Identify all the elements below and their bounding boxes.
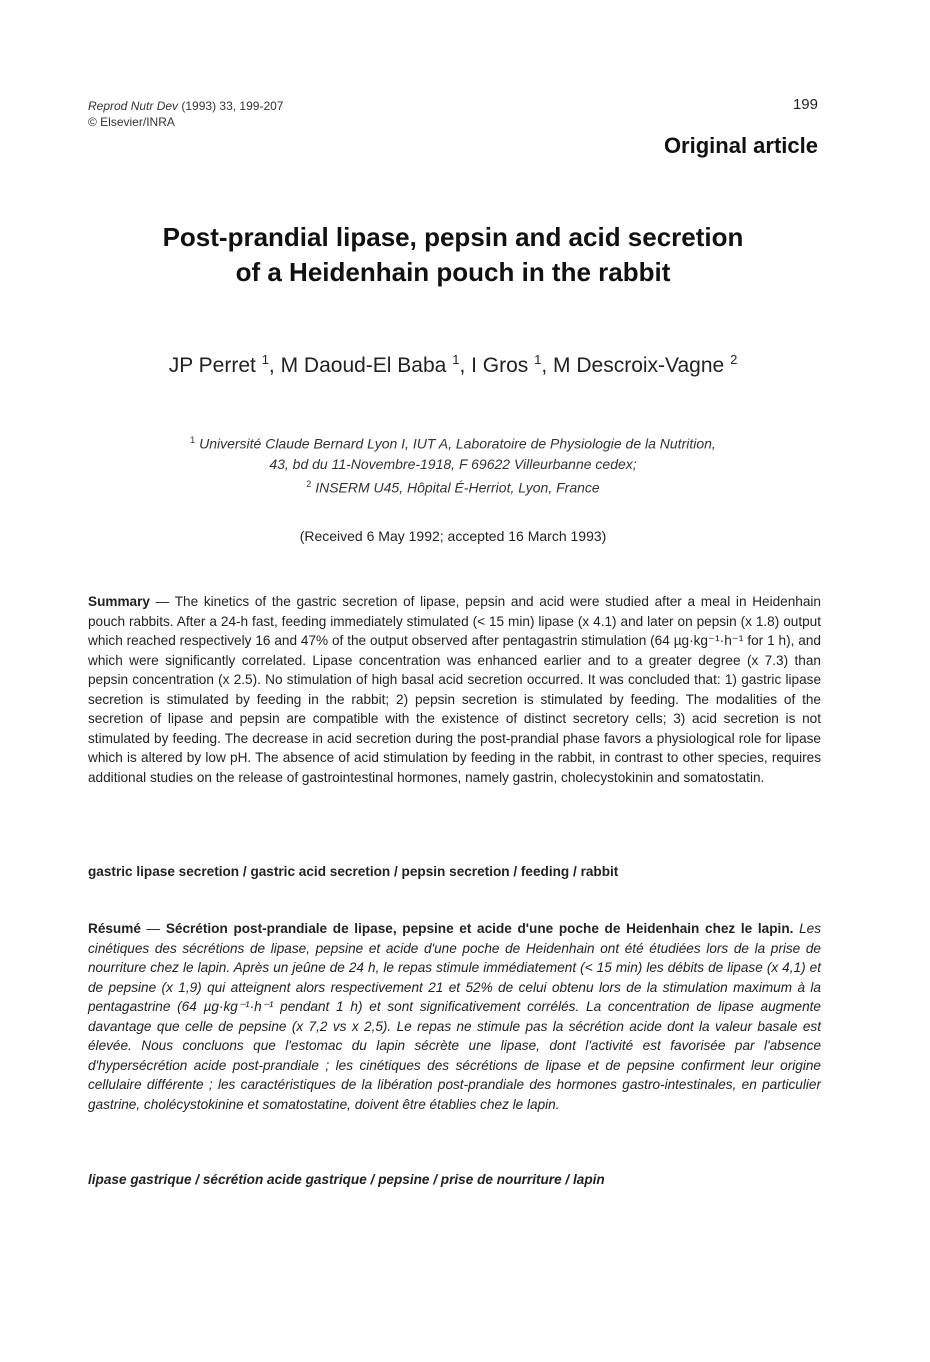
author-list xyxy=(88,352,818,378)
resume-title: Sécrétion post-prandiale de lipase, pepsine et acide d'une poche de Heidenhain chez le lapin. xyxy=(165,921,794,936)
summary-heading: Summary xyxy=(88,594,150,609)
author-separator: , xyxy=(541,354,554,377)
author-separator: , xyxy=(459,354,472,377)
affiliation-text: INSERM U45, Hôpital É-Herriot, Lyon, France xyxy=(315,479,600,496)
received-dates: (Received 6 May 1992; accepted 16 March 1993) xyxy=(299,528,607,544)
title-line-2: of a Heidenhain pouch in the rabbit xyxy=(235,257,671,287)
author-affiliation-marker: 1 xyxy=(261,352,269,367)
article-title xyxy=(88,220,818,290)
affiliation-1-line-1 xyxy=(88,430,818,454)
summary-paragraph xyxy=(88,592,821,787)
affiliation-text: Université Claude Bernard Lyon I, IUT A, Laboratoire de Physiologie de la Nutrition, xyxy=(199,435,716,452)
article-type: Original article xyxy=(663,133,818,158)
author-separator: , xyxy=(268,354,281,377)
affiliations xyxy=(88,430,818,497)
author-name: I Gros xyxy=(471,354,529,377)
keywords-english: gastric lipase secretion / gastric acid secretion / pepsin secretion / feeding / rabbit xyxy=(88,864,619,879)
affiliation-1-line-2: 43, bd du 11-Novembre-1918, F 69622 Villeurbanne cedex; xyxy=(269,455,637,472)
affiliation-marker: 2 xyxy=(306,478,312,489)
author-name: M Daoud-El Baba xyxy=(280,354,447,377)
affiliation-marker: 1 xyxy=(190,435,196,445)
author-name: M Descroix-Vagne xyxy=(553,354,725,377)
page-number: 199 xyxy=(792,96,818,113)
keywords-french: lipase gastrique / sécrétion acide gastrique / pepsine / prise de nourriture / lapin xyxy=(88,1172,605,1187)
resume-text: Les cinétiques des sécrétions de lipase, pepsine et acide d'une poche de Heidenhain ont été étudiées lors de la prise de nourriture chez le lapin. Après un jeûne de 24 h, le repas stimule immédiatement (< 15 min) les débits de lipase (x 4,1) et de pepsine (x 1,9) qui atteignent alors respectivement 21 et 52% de celui obtenu lors de la stimulation maximum à la pentagastrine (64 µg·kg⁻¹·h⁻¹ pendant 1 h) et sont significativement corrélés. La concentration de lipase augmente davantage que celle de pepsine (x 7,2 vs x 2,5). Le repas ne stimule pas la sécrétion acide dont la valeur basale est élevée. Nous concluons que l'estomac du lapin sécrète une lipase, dont l'activité est favorisée par l'absence d'hypersécrétion acide post-prandiale ; les cinétiques des sécrétions de lipase et de pepsine confirment leur origine cellulaire différente ; les caractéristiques de la libération post-prandiale des hormones gastro-intestinales, en particulier gastrine, cholécystokinine et somatostatine, doivent être établies chez le lapin. xyxy=(88,921,821,1112)
resume-paragraph xyxy=(88,919,821,1114)
title-line-1: Post-prandial lipase, pepsin and acid secretion xyxy=(162,222,744,252)
summary-text: — The kinetics of the gastric secretion of lipase, pepsin and acid were studied after a meal in Heidenhain pouch rabbits. After a 24-h fast, feeding immediately stimulated (< 15 min) lipase (x 4.1) and later on pepsin (x 1.8) output which reached respectively 16 and 47% of the output observed after pentagastrin stimulation (64 µg·kg⁻¹·h⁻¹ for 1 h), and which were significantly correlated. Lipase concentration was enhanced earlier and to a greater degree (x 7.3) than pepsin concentration (x 2.5). No stimulation of high basal acid secretion occurred. It was concluded that: 1) gastric lipase secretion is stimulated by feeding in the rabbit; 2) pepsin secretion is stimulated by feeding. The modalities of the secretion of lipase and pepsin are compatible with the existence of distinct secretory cells; 3) acid secretion is not stimulated by feeding. The decrease in acid secretion during the post-prandial phase favors a physiological role for lipase which is altered by low pH. The absence of acid stimulation by feeding in the rabbit, in contrast to other species, requires additional studies on the release of gastrointestinal hormones, namely gastrin, cholecystokinin and somatostatin. xyxy=(88,594,821,785)
author-affiliation-marker: 1 xyxy=(534,352,542,367)
author-affiliation-marker: 1 xyxy=(452,352,460,367)
copyright-line: © Elsevier/INRA xyxy=(88,115,175,129)
citation-line xyxy=(88,98,283,114)
journal-name: Reprod Nutr Dev xyxy=(88,99,179,113)
resume-dash: — xyxy=(140,921,166,936)
author-affiliation-marker: 2 xyxy=(730,352,738,367)
journal-reference xyxy=(88,98,283,130)
journal-citation: (1993) 33, 199-207 xyxy=(181,99,284,113)
author-name: JP Perret xyxy=(168,354,256,377)
resume-heading: Résumé xyxy=(88,921,141,936)
affiliation-2-line xyxy=(88,474,818,498)
